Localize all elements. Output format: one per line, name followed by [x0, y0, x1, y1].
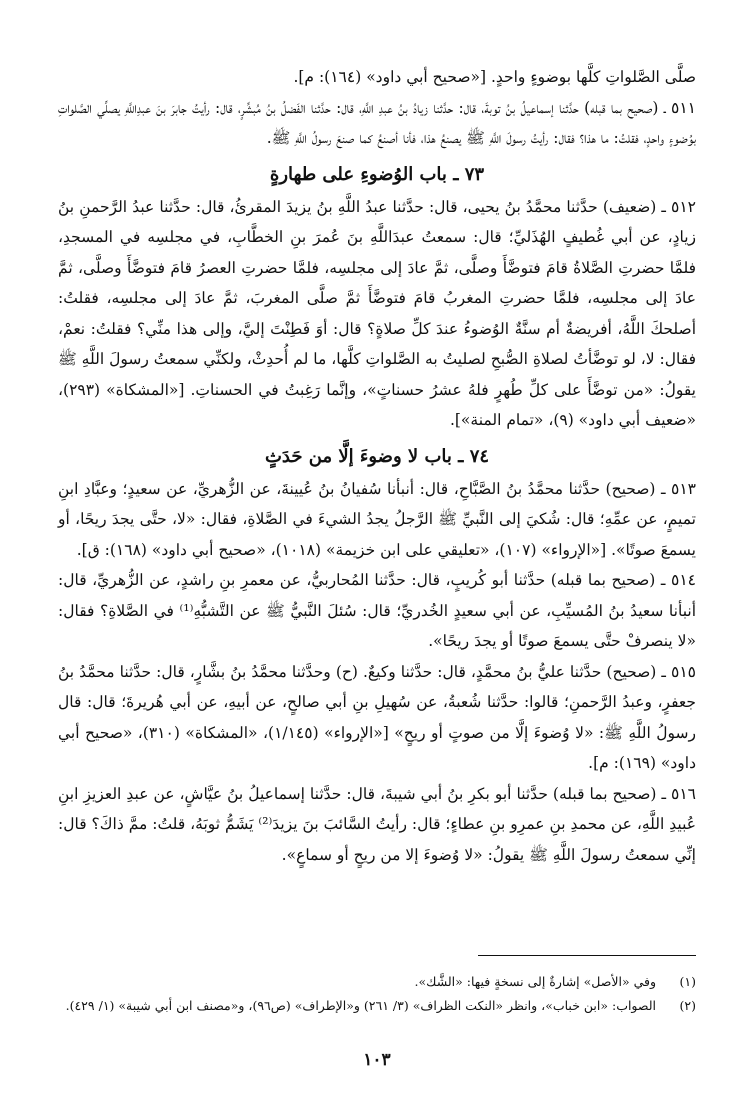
footnote-2-number: (٢) [679, 998, 696, 1013]
chapter-heading-74: ٧٤ ـ باب لا وضوءَ إلَّا من حَدَثٍ [264, 445, 490, 467]
paragraph-continuation: صلَّى الصَّلواتِ كلَّها بوضوءٍ واحدٍ. [«صحيح أبي داود» (١٦٤): م]. [293, 68, 696, 86]
page-number: ١٠٣ [363, 1050, 391, 1070]
hadith-512: ٥١٢ ـ (ضعيف) حدَّثنا محمَّدُ بنُ يحيى، قال: حدَّثنا عبدُ اللَّهِ بنُ يزيدَ المقرئُ، قال: حدَّثنا عبدُ الرَّحمنِ بنُ زيادٍ، عن أبي غُطيفٍ الهُذَليِّ؛ قال: سمعتُ عبدَاللَّهِ بنَ عُمرَ بنِ الخطَّابِ، في مجلسِه في المسجدِ، فلمَّا حضرتِ الصَّلاةُ قامَ فتوضَّأَ وصلَّى، ثمَّ عادَ إلى مجلسِه، فلمَّا حضرتِ العصرُ قامَ فتوضَّأَ وصلَّى، ثمَّ عادَ إلى مجلسِه، فلمَّا حضرتِ المغربُ قامَ فتوضَّأَ ثمَّ صلَّى المغربَ، ثمَّ عادَ إلى مجلسِه، فقلتُ: أصلحكَ اللَّهُ، أفريضةٌ أم سنَّةٌ الوُضوءُ عندَ كلِّ صلاةٍ؟ قال: أوَ فَطِنْتَ إليَّ، وإلى هذا منِّي؟ فقلتُ: نعمْ، فقال: لا، لو توضَّأتُ لصلاةِ الصُّبحِ لصليتُ به الصَّلواتِ كلَّها، ما لم أُحدِثْ، ولكنِّي سمعتُ رسولَ اللَّهِ ﷺ يقولُ: «من توضَّأَ على كلِّ طُهرٍ فلهُ عشرُ حسناتٍ»، وإنَّما رَغِبتُ في الحسناتِ. [«المشكاة» (٢٩٣)، «ضعيف أبي داود» (٩)، «تمام المنة»]. [58, 197, 696, 429]
hadith-516: ٥١٦ ـ (صحيح بما قبله) حدَّثنا أبو بكرِ بنُ أبي شيبةَ، قال: حدَّثنا إسماعيلُ بنُ عيَّاشٍ، عن عبدِ العزيزِ ابنِ عُبيدِ اللَّهِ، عن محمدِ بنِ عمرِو بنِ عطاءٍ؛ قال: رأيتُ السَّائبَ بنَ يزيدَ⁽²⁾ يَشَمُّ ثوبَهُ، قلتُ: ممَّ ذاكَ؟ قال: إنِّي سمعتُ رسولَ اللَّهِ ﷺ يقولُ: «لا وُضوءَ إلا من ريحٍ أو سماعٍ». [58, 784, 696, 864]
chapter-heading-73: ٧٣ ـ باب الوُضوءِ على طهارةٍ [269, 163, 485, 185]
footnote-2-text: الصواب: «ابن خباب»، وانظر «النكت الظراف» (٣/ ٢٦١) و«الإطراف» (ص٩٦)، و«مصنف ابن أبي شيبة» (١/ ٤٢٩). [65, 998, 657, 1013]
footnote-1 [58, 970, 696, 994]
hadith-513: ٥١٣ ـ (صحيح) حدَّثنا محمَّدُ بنُ الصَّبَّاحِ، قال: أنبأنا سُفيانُ بنُ عُيينةَ، عن الزُّهريِّ، عن سعيدٍ؛ وعبَّادِ ابنِ تميمٍ، عن عمِّهِ؛ قال: شُكيَ إلى النَّبيِّ ﷺ الرَّجلُ يجدُ الشيءَ في الصَّلاةِ، فقال: «لا، حتَّى يجدَ ريحًا، أو يسمعَ صوتًا». [«الإرواء» (١٠٧)، «تعليقي على ابن خزيمة» (١٠١٨)، «صحيح أبي داود» (١٦٨): ق]. [58, 479, 696, 559]
footnote-1-number: (١) [679, 974, 696, 989]
hadith-514: ٥١٤ ـ (صحيح بما قبله) حدَّثنا أبو كُريبٍ، قال: حدَّثنا المُحاربيُّ، عن معمرِ بنِ راشدٍ، عن الزُّهريِّ، قال: أنبأنا سعيدُ بنُ المُسيِّبِ، عن أبي سعيدٍ الخُدريِّ؛ قال: سُئلَ النَّبيُّ ﷺ عن التَّشبُّهِ⁽¹⁾ في الصَّلاةِ؟ فقال: «لا ينصرفْ حتَّى يسمعَ صوتًا أو يجدَ ريحًا». [58, 571, 696, 650]
hadith-515: ٥١٥ ـ (صحيح) حدَّثنا عليُّ بنُ محمَّدٍ، قال: حدَّثنا وكيعٌ. (ح) وحدَّثنا محمَّدُ بنُ بشَّارٍ، قال: حدَّثنا محمَّدُ بنُ جعفرٍ، وعبدُ الرَّحمنِ؛ قالوا: حدَّثنا شُعبةُ، عن سُهيلِ بنِ أبي صالحٍ، عن أبيهِ، عن أبي هُريرةَ؛ قال: قال رسولُ اللَّهِ ﷺ: «لا وُضوءَ إلَّا من صوتٍ أو ريحٍ» [«الإرواء» (١/١٤٥)، «المشكاة» (٣١٠)، «صحيح أبي داود» (١٦٩): م]. [58, 662, 696, 772]
footnote-2 [58, 994, 696, 1018]
footnotes [58, 970, 696, 1018]
hadith-511: ٥١١ ـ (صحيح بما قبله) حدَّثنا إسماعيلُ بنُ توبةَ، قال: حدَّثنا زيادُ بنُ عبدِ اللَّهِ، قال: حدَّثنا الفَضلُ بنُ مُبشِّرٍ، قال: رأيتُ جابرَ بنَ عبدِاللَّهِ يصلِّي الصَّلواتِ بوُضوءٍ واحدٍ، فقلتُ: ما هذا؟ فقال: رأيتُ رسولَ اللَّهِ ﷺ يصنعُ هذا، فأنا أصنعُ كما صنعَ رسولُ اللَّهِ ﷺ. [58, 98, 696, 147]
footnote-1-text: وفي «الأصل» إشارةٌ إلى نسخةٍ فيها: «الشَّك». [414, 974, 657, 989]
footnote-divider [478, 955, 696, 956]
